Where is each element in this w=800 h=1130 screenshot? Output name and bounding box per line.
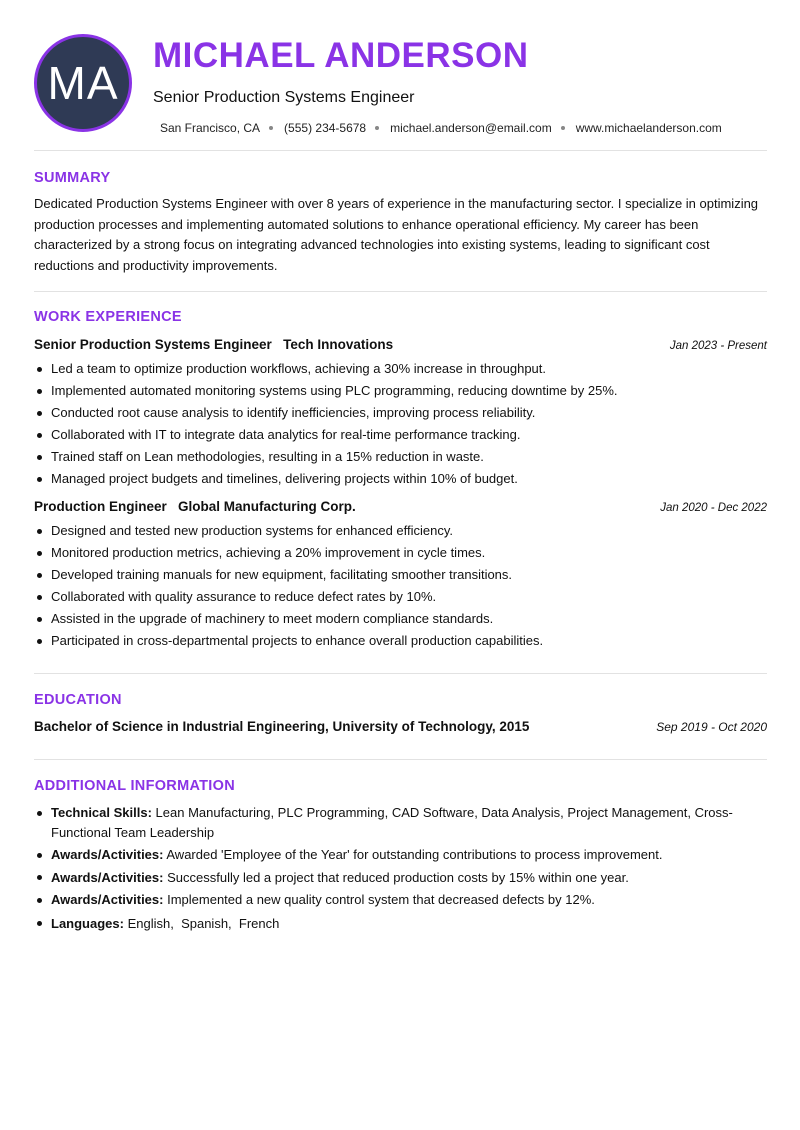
bullet-icon	[37, 551, 42, 556]
job-role: Production Engineer	[34, 499, 167, 514]
contact-location: San Francisco, CA	[160, 121, 261, 135]
info-label: Languages:	[51, 915, 124, 931]
bullet-icon	[37, 529, 42, 534]
bullet-icon	[37, 573, 42, 578]
job-role: Senior Production Systems Engineer	[34, 337, 272, 352]
bullet-icon	[37, 875, 42, 880]
list-item	[34, 542, 767, 564]
avatar-initials: MA	[47, 57, 119, 109]
bullet-text: Participated in cross-departmental projects to enhance overall production capabilities.	[51, 633, 544, 648]
bullet-icon	[37, 411, 42, 416]
bullet-text: Designed and tested new production systems for enhanced efficiency.	[51, 523, 454, 538]
resume-page	[34, 34, 767, 936]
summary-heading: SUMMARY	[34, 170, 111, 186]
separator-dot	[561, 126, 565, 130]
bullet-icon	[37, 921, 42, 926]
candidate-title: Senior Production Systems Engineer	[153, 89, 415, 106]
bullet-icon	[37, 617, 42, 622]
job-bullets	[34, 358, 767, 490]
contact-email: michael.anderson@email.com	[390, 121, 552, 135]
summary-text: Dedicated Production Systems Engineer with over 8 years of experience in the manufacturing sector. I specialize in optimizing production processes and implementing automated solutions to enhance operational efficiency. My career has been characterized by a strong focus on integrating advanced technologies into existing systems, leading to significant cost reductions and productivity improvements.	[34, 196, 759, 273]
job-dates: Jan 2023 - Present	[669, 340, 767, 352]
list-item	[34, 520, 767, 542]
resume-header	[34, 34, 767, 138]
bullet-icon	[37, 811, 42, 816]
info-text: Awarded 'Employee of the Year' for outstanding contributions to process improvement.	[166, 847, 663, 862]
contact-info	[160, 121, 722, 135]
info-text: Successfully led a project that reduced production costs by 15% within one year.	[167, 869, 629, 885]
job-company: Global Manufacturing Corp.	[178, 499, 356, 514]
education-degree: Bachelor of Science in Industrial Engineering, University of Technology, 2015	[34, 719, 530, 734]
bullet-text: Trained staff on Lean methodologies, resulting in a 15% reduction in waste.	[51, 449, 484, 464]
job-dates: Jan 2020 - Dec 2022	[660, 502, 767, 514]
bullet-text: Collaborated with quality assurance to reduce defect rates by 10%.	[51, 589, 437, 604]
list-item	[34, 358, 767, 380]
bullet-text: Assisted in the upgrade of machinery to meet modern compliance standards.	[51, 611, 494, 626]
list-item	[34, 630, 767, 652]
education-dates: Sep 2019 - Oct 2020	[656, 720, 767, 734]
list-item	[34, 380, 767, 402]
experience-heading: WORK EXPERIENCE	[34, 309, 182, 325]
bullet-icon	[37, 433, 42, 438]
bullet-text: Monitored production metrics, achieving a 20% improvement in cycle times.	[51, 545, 486, 560]
list-item	[34, 468, 767, 490]
info-label: Technical Skills:	[51, 805, 152, 820]
bullet-icon	[37, 477, 42, 482]
job-header	[34, 499, 767, 514]
additional-list	[34, 803, 767, 933]
list-item	[34, 446, 767, 468]
additional-heading: ADDITIONAL INFORMATION	[34, 778, 235, 794]
job-entry	[34, 499, 767, 652]
divider	[34, 759, 767, 760]
info-text: Implemented a new quality control system that decreased defects by 12%.	[167, 892, 595, 907]
info-label: Awards/Activities:	[51, 847, 164, 862]
bullet-icon	[37, 595, 42, 600]
additional-section	[34, 778, 767, 933]
bullet-icon	[37, 898, 42, 903]
avatar	[34, 34, 132, 132]
separator-dot	[375, 126, 379, 130]
list-item	[34, 803, 767, 842]
list-item	[34, 424, 767, 446]
bullet-text: Developed training manuals for new equipment, facilitating smoother transitions.	[51, 567, 513, 582]
education-section	[34, 692, 767, 734]
bullet-text: Implemented automated monitoring systems using PLC programming, reducing downtime by 25%.	[51, 383, 618, 398]
list-item	[34, 914, 767, 934]
bullet-icon	[37, 639, 42, 644]
bullet-text: Managed project budgets and timelines, delivering projects within 10% of budget.	[51, 471, 518, 486]
bullet-icon	[37, 455, 42, 460]
candidate-name: MICHAEL ANDERSON	[153, 36, 529, 75]
list-item	[34, 890, 767, 910]
job-company: Tech Innovations	[283, 337, 394, 352]
list-item	[34, 564, 767, 586]
bullet-text: Conducted root cause analysis to identify inefficiencies, improving process reliability.	[51, 405, 536, 420]
info-text: Lean Manufacturing, PLC Programming, CAD Software, Data Analysis, Project Management, Cross-Functional Team Leadership	[51, 805, 733, 840]
contact-website: www.michaelanderson.com	[575, 121, 722, 135]
job-header	[34, 337, 767, 352]
bullet-text: Collaborated with IT to integrate data analytics for real-time performance tracking.	[51, 427, 521, 442]
job-entry	[34, 337, 767, 490]
list-item	[34, 586, 767, 608]
info-label: Awards/Activities:	[51, 892, 164, 907]
education-heading: EDUCATION	[34, 692, 122, 708]
contact-phone: (555) 234-5678	[284, 121, 367, 135]
bullet-icon	[37, 389, 42, 394]
summary-section	[34, 170, 767, 276]
education-entry	[34, 719, 767, 734]
list-item	[34, 868, 767, 888]
divider	[34, 150, 767, 151]
experience-section	[34, 309, 767, 652]
job-bullets	[34, 520, 767, 652]
bullet-text: Led a team to optimize production workflows, achieving a 30% increase in throughput.	[51, 361, 547, 376]
bullet-icon	[37, 367, 42, 372]
bullet-icon	[37, 853, 42, 858]
list-item	[34, 402, 767, 424]
list-item	[34, 845, 767, 865]
info-label: Awards/Activities:	[51, 869, 164, 885]
divider	[34, 673, 767, 674]
list-item	[34, 608, 767, 630]
info-text: English, Spanish, French	[127, 915, 280, 931]
separator-dot	[269, 126, 273, 130]
divider	[34, 291, 767, 292]
